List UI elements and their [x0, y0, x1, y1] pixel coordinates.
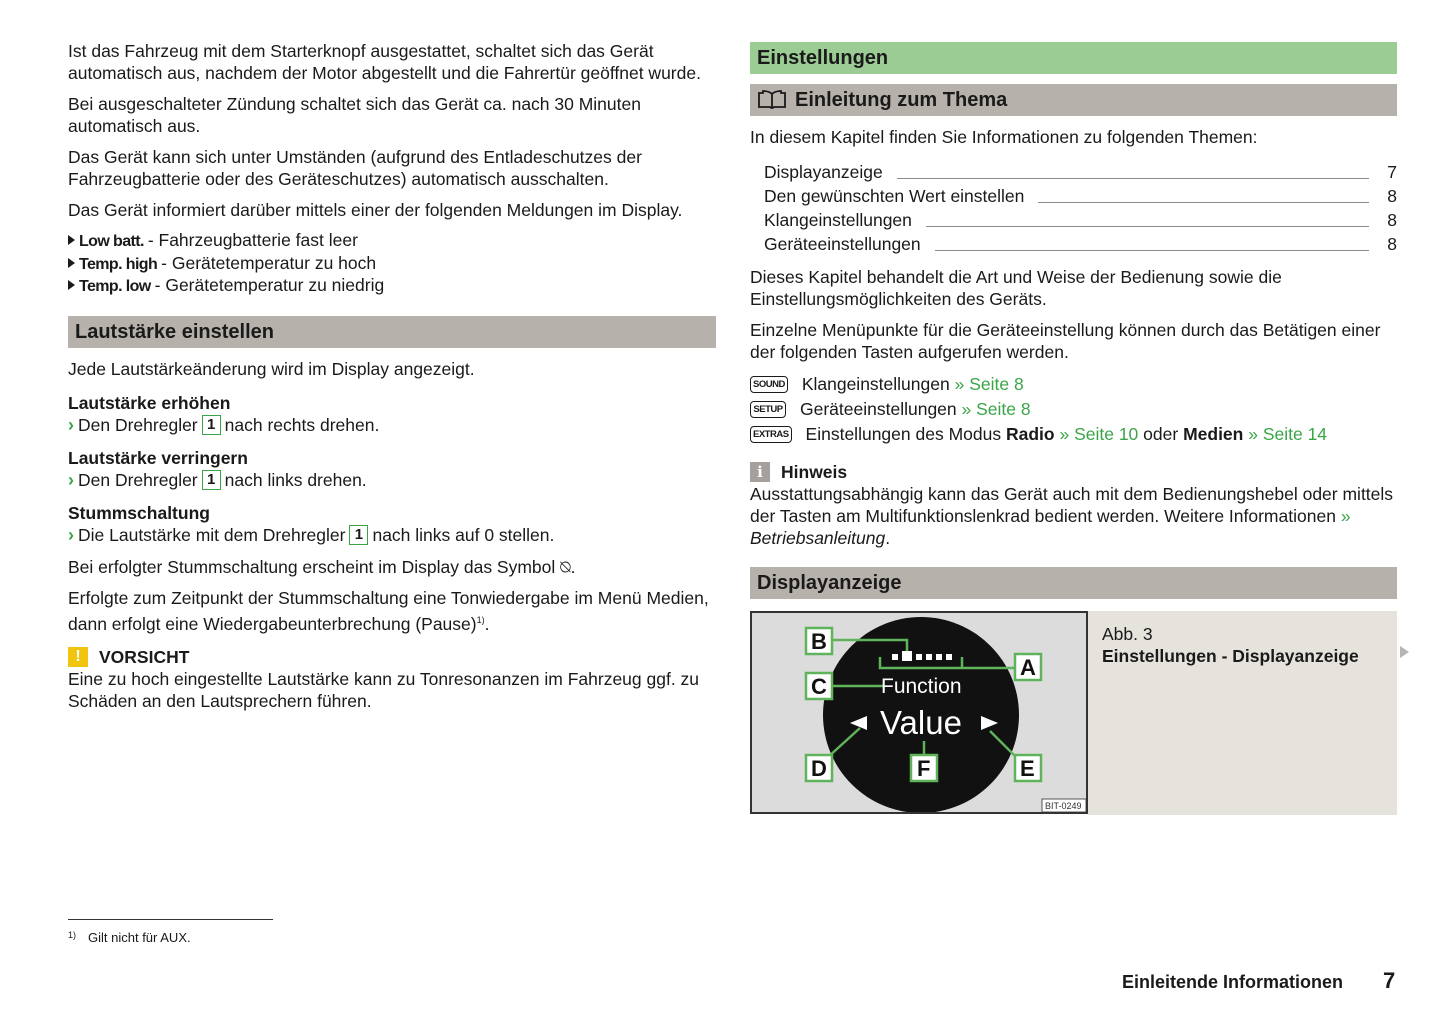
reference-number-box: 1 [202, 470, 221, 490]
callout-d: D [811, 756, 827, 781]
list-item [68, 253, 716, 276]
section-heading-display: Displayanzeige [750, 567, 1397, 599]
toc-item[interactable] [764, 208, 1397, 232]
page-link[interactable]: » Seite 8 [954, 374, 1024, 394]
triangle-bullet-icon [68, 258, 75, 268]
callout-e: E [1020, 756, 1035, 781]
step-instruction [68, 524, 716, 546]
figure-number: Abb. 3 [1102, 624, 1153, 644]
footnote-reference[interactable]: 1) [476, 614, 485, 625]
step-text: nach links drehen. [224, 469, 367, 490]
table-of-contents [764, 160, 1397, 256]
message-text: - Gerätetemperatur zu hoch [161, 252, 377, 273]
note-link-marker[interactable]: » [1340, 506, 1351, 526]
figure-caption [1088, 611, 1397, 815]
volume-intro: Jede Lautstärkeänderung wird im Display angezeigt. [68, 358, 475, 379]
note-label: Hinweis [781, 462, 848, 482]
toc-label[interactable]: Geräteeinstellungen [764, 234, 921, 254]
note-end: . [885, 528, 891, 548]
list-item [68, 275, 716, 298]
footnote-text: Gilt nicht für AUX. [88, 930, 191, 945]
page-link[interactable]: » Seite 14 [1248, 424, 1328, 444]
reference-number-box: 1 [349, 525, 368, 545]
step-text: Den Drehregler [78, 414, 198, 435]
step-instruction [68, 414, 716, 436]
info-icon: i [750, 462, 770, 482]
footer-section-title: Einleitende Informationen [1122, 972, 1344, 992]
manual-reference[interactable]: Betriebsanleitung [750, 528, 886, 548]
toc-label[interactable]: Den gewünschten Wert einstellen [764, 186, 1025, 206]
note-text [750, 483, 1397, 549]
caution-label: VORSICHT [99, 647, 190, 668]
caution-text: Eine zu hoch eingestellte Lautstärke kann zu Tonresonanzen im Fahrzeug ggf. zu Schäden an den Lautsprechern führen. [68, 669, 700, 712]
toc-leader [1038, 202, 1369, 203]
message-key: Low batt. [79, 233, 144, 250]
continue-arrow-icon [1400, 646, 1409, 658]
toc-leader [926, 226, 1369, 227]
figure-display [750, 611, 1397, 815]
key-description: Klangeinstellungen [801, 374, 950, 394]
image-code: BIT-0249 [1045, 801, 1082, 811]
reference-number-box: 1 [202, 415, 221, 435]
intro-text: In diesem Kapitel finden Sie Informationen zu folgenden Themen: [750, 127, 1258, 147]
display-messages-list [68, 230, 716, 298]
message-key: Temp. high [79, 255, 158, 273]
left-column [68, 40, 716, 712]
intro-paragraph-4: Das Gerät informiert darüber mittels einer der folgenden Meldungen im Display. [68, 200, 683, 220]
sound-key-icon: SOUND [750, 376, 788, 393]
intro-paragraph-2: Bei ausgeschalteter Zündung schaltet sich das Gerät ca. nach 30 Minuten automatisch aus. [68, 94, 641, 136]
message-text: - Fahrzeugbatterie fast leer [147, 230, 358, 250]
chapter-heading: Einstellungen [750, 42, 1397, 74]
step-title: Lautstärke verringern [68, 447, 248, 468]
intro-heading [750, 84, 1397, 116]
caution-heading [68, 646, 716, 668]
step-instruction [68, 469, 716, 491]
key-description: Einstellungen des Modus [805, 424, 1002, 444]
figure-title: Einstellungen - Displayanzeige [1102, 646, 1359, 666]
footnote-divider [68, 919, 273, 920]
display-diagram-svg [752, 613, 1086, 812]
step-text: Den Drehregler [78, 469, 198, 490]
page-number: 7 [1383, 968, 1396, 993]
toc-page[interactable]: 8 [1387, 210, 1397, 230]
key-extras-row [750, 422, 1397, 447]
callout-f: F [917, 756, 931, 781]
book-icon [757, 90, 787, 110]
key-description: Geräteeinstellungen [800, 399, 957, 419]
step-text: nach links auf 0 stellen. [372, 524, 555, 545]
function-label: Function [881, 675, 962, 698]
note-body: Ausstattungsabhängig kann das Gerät auch mit dem Bedienungshebel oder mittels der Tasten am Multifunktionslenkrad bedient werden. Weitere Informationen [750, 484, 1394, 526]
intro-paragraph-3: Das Gerät kann sich unter Umständen (aufgrund des Entladeschutzes der Fahrzeugbatterie oder des Geräteschutzes) automatisch ausschalten. [68, 147, 642, 189]
intro-heading-text: Einleitung zum Thema [795, 89, 1008, 111]
intro-paragraph-1: Ist das Fahrzeug mit dem Starterknopf ausgestattet, schaltet sich das Gerät automatisch aus, nachdem der Motor abgestellt und die Fahrertür geöffnet wurde. [68, 41, 701, 83]
triangle-bullet-icon [68, 235, 75, 245]
section-heading-volume: Lautstärke einstellen [68, 316, 716, 348]
mode-radio: Radio [1005, 424, 1055, 444]
step-title: Lautstärke erhöhen [68, 392, 231, 413]
chapter-description: Dieses Kapitel behandelt die Art und Weise der Bedienung sowie die Einstellungsmöglichkeiten des Geräts. [750, 267, 1282, 309]
list-item [68, 230, 716, 253]
toc-item[interactable] [764, 232, 1397, 256]
toc-page[interactable]: 8 [1387, 186, 1397, 206]
chevron-right-icon: › [68, 524, 74, 545]
toc-item[interactable] [764, 184, 1397, 208]
connector-text: oder [1143, 424, 1179, 444]
menu-keys-description: Einzelne Menüpunkte für die Geräteeinstellung können durch das Betätigen einer der folgenden Tasten aufgerufen werden. [750, 320, 1381, 362]
pause-note: Erfolgte zum Zeitpunkt der Stummschaltung eine Tonwiedergabe im Menü Medien, dann erfolgt eine Wiedergabeunterbrechung (Pause)$^{1)}$. [68, 587, 709, 634]
value-label: Value [880, 704, 962, 741]
toc-leader [897, 178, 1369, 179]
footnote-marker: 1) [68, 930, 77, 940]
page-footer [1122, 968, 1395, 994]
step-text: Die Lautstärke mit dem Drehregler [78, 524, 346, 545]
toc-label[interactable]: Klangeinstellungen [764, 210, 912, 230]
step-text: nach rechts drehen. [224, 414, 380, 435]
extras-key-icon: EXTRAS [750, 426, 792, 443]
setup-key-icon: SETUP [750, 401, 786, 418]
note-heading [750, 461, 1397, 483]
toc-page[interactable]: 7 [1387, 162, 1397, 182]
pause-note-text: Erfolgte zum Zeitpunkt der Stummschaltung eine Tonwiedergabe im Menü Medien, dann erfolgt eine Wiedergabeunterbrechung (Pause) [68, 587, 709, 634]
display-diagram [750, 611, 1088, 814]
footnote [68, 930, 191, 945]
message-text: - Gerätetemperatur zu niedrig [154, 275, 385, 295]
callout-a: A [1020, 655, 1036, 680]
chevron-right-icon: › [68, 414, 74, 435]
key-sound-row [750, 372, 1397, 397]
step-title: Stummschaltung [68, 502, 210, 523]
right-column [750, 40, 1397, 815]
message-key: Temp. low [79, 278, 151, 295]
toc-leader [935, 250, 1369, 251]
toc-item[interactable] [764, 160, 1397, 184]
toc-page[interactable]: 8 [1387, 234, 1397, 254]
callout-c: C [811, 674, 827, 699]
mute-note: Bei erfolgter Stummschaltung erscheint im Display das Symbol ⍉. [68, 556, 576, 577]
warning-icon: ! [68, 647, 88, 667]
mode-media: Medien [1183, 424, 1244, 444]
key-setup-row [750, 397, 1397, 422]
chevron-right-icon: › [68, 469, 74, 490]
callout-b: B [811, 629, 827, 654]
page-link[interactable]: » Seite 10 [1059, 424, 1139, 444]
toc-label[interactable]: Displayanzeige [764, 162, 883, 182]
triangle-bullet-icon [68, 280, 75, 290]
page-link[interactable]: » Seite 8 [961, 399, 1031, 419]
